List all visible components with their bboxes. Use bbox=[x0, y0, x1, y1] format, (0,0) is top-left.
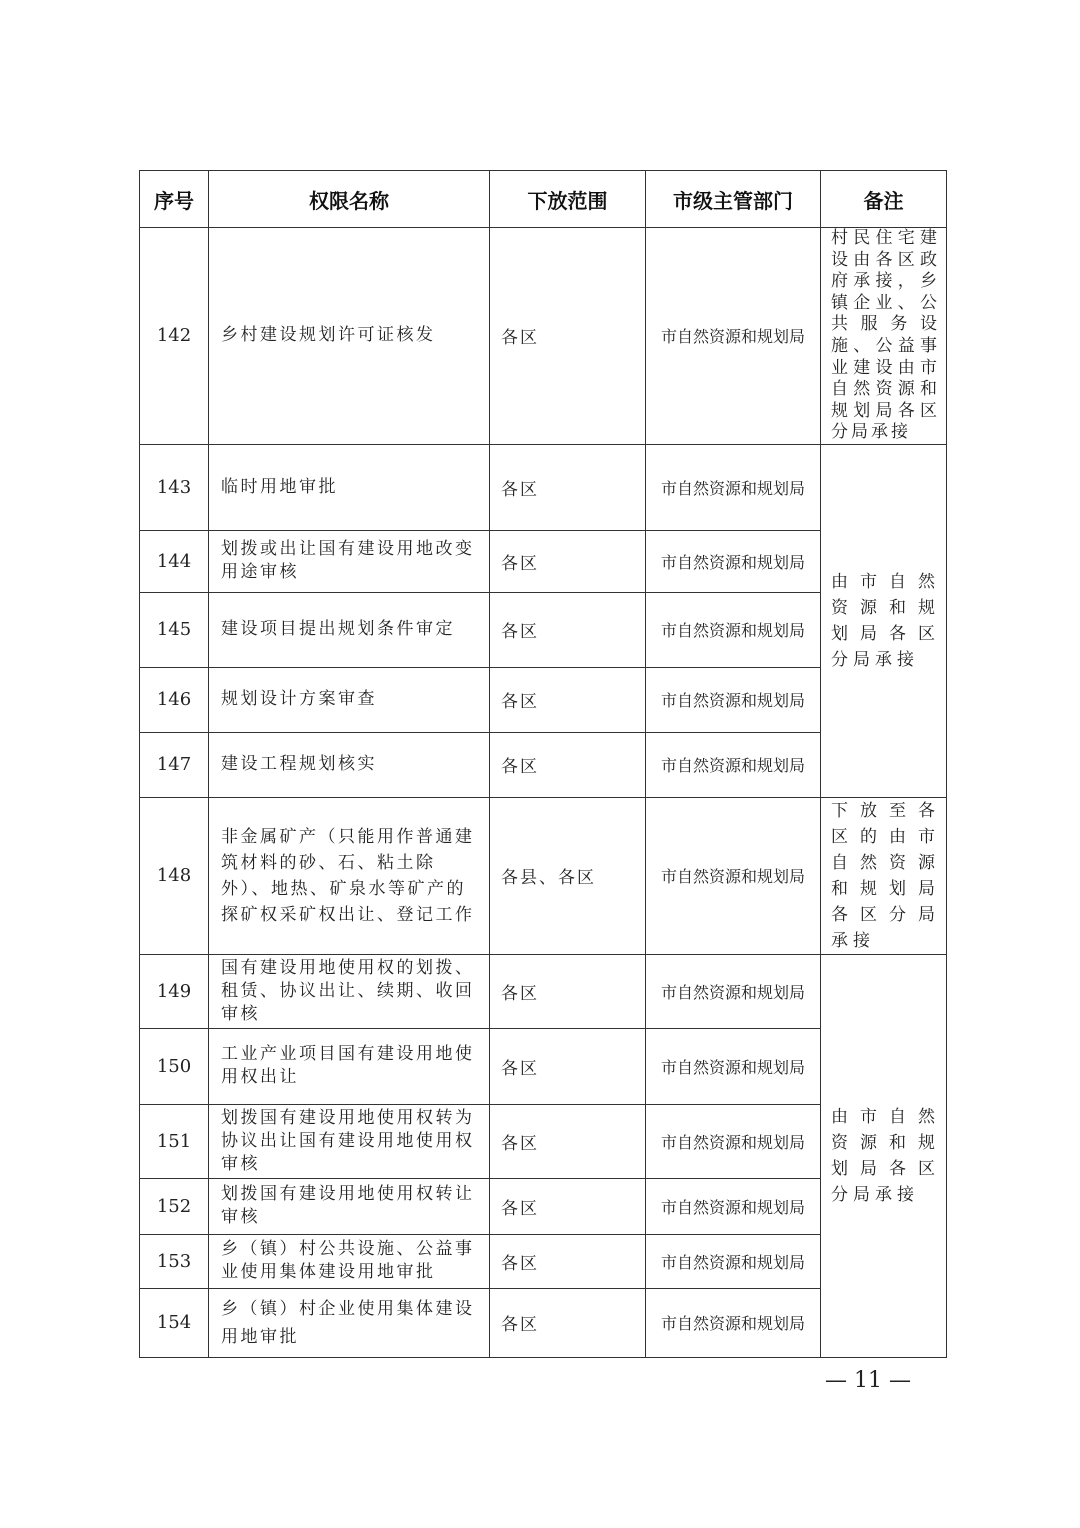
delegation-scope: 各区 bbox=[490, 1288, 646, 1357]
delegation-scope: 各区 bbox=[490, 1104, 646, 1178]
delegation-scope: 各区 bbox=[490, 954, 646, 1028]
supervising-dept: 市自然资源和规划局 bbox=[646, 1234, 821, 1288]
page-number: — 11 — bbox=[825, 1368, 911, 1393]
delegation-scope: 各区 bbox=[490, 228, 646, 445]
row-number: 150 bbox=[140, 1028, 209, 1104]
authority-name: 乡（镇）村公共设施、公益事业使用集体建设用地审批 bbox=[209, 1234, 490, 1288]
row-number: 144 bbox=[140, 530, 209, 592]
header-no: 序号 bbox=[140, 171, 209, 228]
authority-name: 国有建设用地使用权的划拨、租赁、协议出让、续期、收回审核 bbox=[209, 954, 490, 1028]
supervising-dept: 市自然资源和规划局 bbox=[646, 1028, 821, 1104]
table-row bbox=[140, 954, 947, 1028]
remark: 由市自然资源和规划局各区分局承接 bbox=[821, 444, 947, 797]
header-note: 备注 bbox=[821, 171, 947, 228]
row-number: 146 bbox=[140, 667, 209, 732]
row-number: 145 bbox=[140, 592, 209, 667]
authority-name: 临时用地审批 bbox=[209, 444, 490, 530]
supervising-dept: 市自然资源和规划局 bbox=[646, 1104, 821, 1178]
row-number: 149 bbox=[140, 954, 209, 1028]
supervising-dept: 市自然资源和规划局 bbox=[646, 954, 821, 1028]
delegation-scope: 各区 bbox=[490, 1234, 646, 1288]
row-number: 143 bbox=[140, 444, 209, 530]
header-name: 权限名称 bbox=[209, 171, 490, 228]
row-number: 152 bbox=[140, 1178, 209, 1234]
supervising-dept: 市自然资源和规划局 bbox=[646, 667, 821, 732]
table-row bbox=[140, 797, 947, 954]
row-number: 153 bbox=[140, 1234, 209, 1288]
authority-name: 划拨国有建设用地使用权转让审核 bbox=[209, 1178, 490, 1234]
authority-name: 划拨国有建设用地使用权转为协议出让国有建设用地使用权审核 bbox=[209, 1104, 490, 1178]
table-header-row bbox=[140, 171, 947, 228]
row-number: 147 bbox=[140, 732, 209, 797]
row-number: 154 bbox=[140, 1288, 209, 1357]
supervising-dept: 市自然资源和规划局 bbox=[646, 732, 821, 797]
row-number: 148 bbox=[140, 797, 209, 954]
authority-table bbox=[139, 170, 947, 1358]
header-scope: 下放范围 bbox=[490, 171, 646, 228]
authority-name: 工业产业项目国有建设用地使用权出让 bbox=[209, 1028, 490, 1104]
authority-name: 建设工程规划核实 bbox=[209, 732, 490, 797]
authority-name: 乡（镇）村企业使用集体建设用地审批 bbox=[209, 1288, 490, 1357]
delegation-scope: 各区 bbox=[490, 530, 646, 592]
delegation-scope: 各区 bbox=[490, 732, 646, 797]
table-row bbox=[140, 228, 947, 445]
authority-name: 建设项目提出规划条件审定 bbox=[209, 592, 490, 667]
supervising-dept: 市自然资源和规划局 bbox=[646, 530, 821, 592]
supervising-dept: 市自然资源和规划局 bbox=[646, 592, 821, 667]
authority-name: 乡村建设规划许可证核发 bbox=[209, 228, 490, 445]
supervising-dept: 市自然资源和规划局 bbox=[646, 797, 821, 954]
supervising-dept: 市自然资源和规划局 bbox=[646, 444, 821, 530]
delegation-scope: 各区 bbox=[490, 592, 646, 667]
table-row bbox=[140, 444, 947, 530]
delegation-scope: 各区 bbox=[490, 444, 646, 530]
delegation-scope: 各区 bbox=[490, 1178, 646, 1234]
remark: 下放至各区的由市自然资源和规划局各区分局承接 bbox=[821, 797, 947, 954]
row-number: 142 bbox=[140, 228, 209, 445]
remark: 由市自然资源和规划局各区分局承接 bbox=[821, 954, 947, 1357]
header-dept: 市级主管部门 bbox=[646, 171, 821, 228]
supervising-dept: 市自然资源和规划局 bbox=[646, 1178, 821, 1234]
supervising-dept: 市自然资源和规划局 bbox=[646, 228, 821, 445]
supervising-dept: 市自然资源和规划局 bbox=[646, 1288, 821, 1357]
authority-name: 非金属矿产（只能用作普通建筑材料的砂、石、粘土除外）、地热、矿泉水等矿产的探矿权采矿权出让、登记工作 bbox=[209, 797, 490, 954]
authority-name: 规划设计方案审查 bbox=[209, 667, 490, 732]
delegation-scope: 各县、各区 bbox=[490, 797, 646, 954]
row-number: 151 bbox=[140, 1104, 209, 1178]
delegation-scope: 各区 bbox=[490, 667, 646, 732]
remark: 村民住宅建设由各区政府承接，乡镇企业、公共服务设施、公益事业建设由市自然资源和规划局各区分局承接 bbox=[821, 228, 947, 445]
authority-name: 划拨或出让国有建设用地改变用途审核 bbox=[209, 530, 490, 592]
delegation-scope: 各区 bbox=[490, 1028, 646, 1104]
